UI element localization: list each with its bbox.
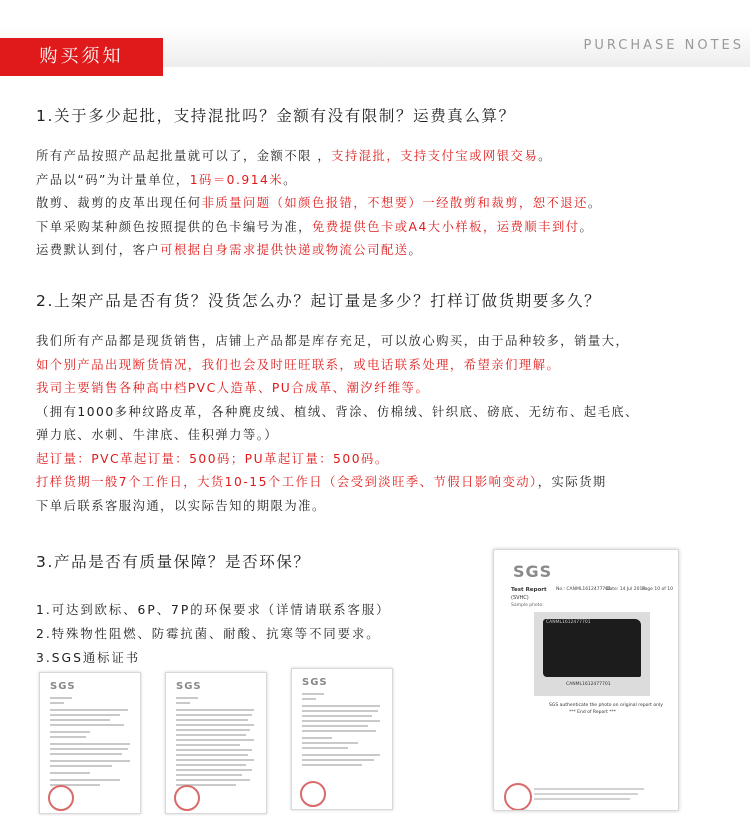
photo-caption: CANML1612477701: [566, 682, 611, 687]
text-line: [36, 354, 639, 378]
sgs-test-report: [493, 549, 679, 811]
body-text: 。: [408, 243, 423, 257]
report-page: Page 10 of 10: [642, 587, 673, 592]
body-text: 。: [579, 219, 594, 234]
body-text: 所有产品按照产品起批量就可以了，金额不限 ，: [36, 149, 332, 163]
question-1: 1.关于多少起批，支持混批吗？金额有没有限制？运费真么算？: [36, 107, 516, 125]
quality-item: 3.SGS通标证书: [36, 651, 141, 665]
report-subtitle: (SVHC): [511, 595, 529, 601]
text-line: [36, 169, 602, 193]
sgs-logo: SGS: [50, 681, 76, 692]
sgs-logo: SGS: [513, 562, 553, 581]
highlight-text: 支持混批，支持支付宝或网银交易: [331, 149, 539, 163]
highlight-text: 如个别产品出现断货情况，我们也会及时旺旺联系，或电话联系处理，希望亲们理解。: [36, 357, 561, 372]
stamp-icon: [300, 781, 326, 807]
text-line: [36, 239, 602, 263]
leather-sample-image: [543, 619, 641, 677]
answer-2: [36, 330, 639, 518]
body-text: （拥有1000多种纹路皮革，各种麂皮绒、植绒、背涂、仿棉绒、针织底、磅底、无纺布、起毛底、: [36, 404, 639, 419]
highlight-text: 可根据自身需求提供快递或物流公司配送: [160, 243, 409, 257]
text-line: [36, 192, 602, 216]
report-number: No.: CANML1612477701: [556, 587, 612, 592]
report-date: Date: 14 Jul 2016: [606, 587, 646, 592]
body-text: 我们所有产品都是现货销售，店铺上产品都是库存充足，可以放心购买，由于品种较多，销量大，: [36, 334, 630, 348]
answer-1: [36, 145, 602, 263]
body-text: 。: [538, 149, 552, 163]
highlight-text: 免费提供色卡或A4大小样板，运费顺丰到付: [311, 219, 580, 234]
stamp-icon: [504, 783, 532, 811]
stamp-icon: [48, 785, 74, 811]
body-text: 散剪、裁剪的皮革出现任何: [36, 196, 202, 210]
text-line: [36, 424, 639, 448]
sgs-certificate-thumbnail: [291, 668, 393, 810]
sgs-logo: SGS: [302, 677, 328, 688]
highlight-text: 我司主要销售各种高中档PVC人造革、PU合成革、潮汐纤维等。: [36, 381, 430, 395]
body-text: 弹力底、水刺、牛津底、佳积弹力等。）: [36, 428, 279, 442]
question-3: 3.产品是否有质量保障？是否环保？: [36, 553, 311, 571]
quality-item: 1.可达到欧标、6P、7P的环保要求（详情请联系客服）: [36, 603, 391, 617]
sgs-certificate-thumbnail: [39, 672, 141, 814]
auth-note: SGS authenticate the photo on original report only: [549, 703, 663, 708]
answer-3: [36, 598, 390, 670]
stamp-icon: [174, 785, 200, 811]
section-title: 购买须知: [0, 38, 163, 76]
highlight-text: 非质量问题（如颜色报错，不想要）一经散剪和裁剪，恕不退还: [201, 196, 588, 210]
sample-label: Sample photo:: [511, 603, 544, 608]
question-2: 2.上架产品是否有货？没货怎么办？起订量是多少？打样订做货期要多久？: [36, 292, 602, 310]
text-line: [36, 216, 602, 240]
body-text: 。: [587, 196, 602, 210]
highlight-text: 起订量：PVC革起订量：500码；PU革起订量：500码。: [36, 451, 389, 466]
body-text: 下单后联系客服沟通，以实际告知的期限为准。: [36, 498, 326, 513]
sgs-logo: SGS: [176, 681, 202, 692]
sample-tag: CANML1612477701: [546, 620, 591, 625]
section-subtitle: PURCHASE NOTES: [583, 38, 744, 53]
body-text: 产品以“码”为计量单位，: [36, 172, 190, 187]
body-text: 运费默认到付，客户: [36, 243, 161, 257]
highlight-text: 1码＝0.914米: [189, 172, 284, 187]
quality-item: 2.特殊物性阻燃、防霉抗菌、耐酸、抗寒等不同要求。: [36, 627, 381, 641]
text-line: [36, 471, 639, 495]
report-title: Test Report: [511, 587, 547, 593]
highlight-text: 打样货期一般7个工作日，大货10-15个工作日（会受到淡旺季、节假日影响变动）: [36, 475, 538, 489]
body-text: ，实际货期: [537, 475, 607, 489]
body-text: 。: [283, 172, 297, 187]
body-text: 下单采购某种颜色按照提供的色卡编号为准，: [36, 219, 312, 234]
end-note: *** End of Report ***: [569, 710, 617, 715]
text-line: [36, 448, 639, 472]
text-line: [36, 145, 602, 169]
text-line: [36, 377, 639, 401]
sgs-certificate-thumbnail: [165, 672, 267, 814]
text-line: [36, 401, 639, 425]
text-line: [36, 330, 639, 354]
text-line: [36, 495, 639, 519]
